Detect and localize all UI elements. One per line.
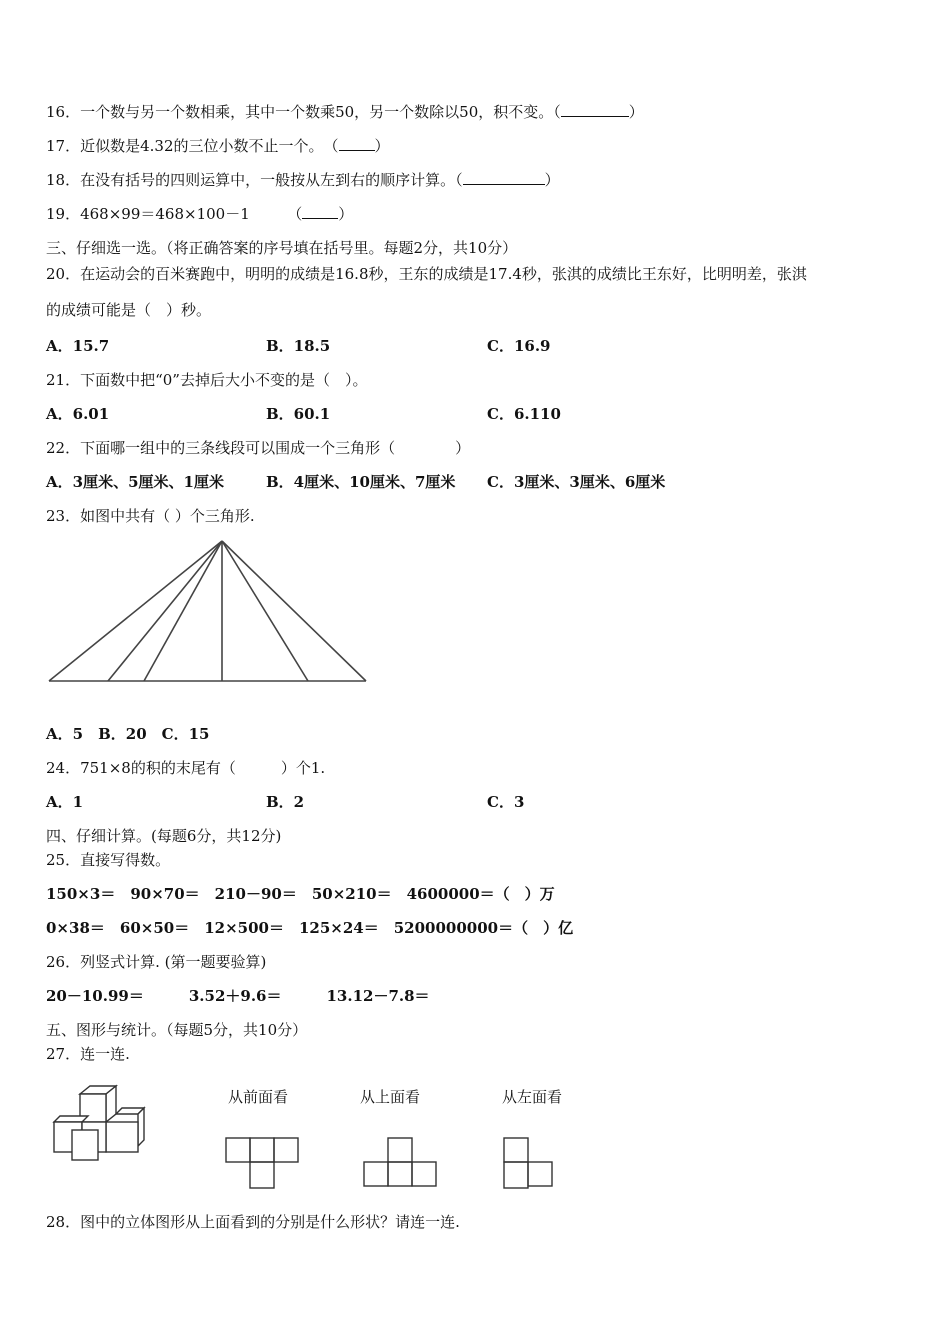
option-a[interactable]: A．6.01 [46, 405, 110, 423]
option-b[interactable]: B．4厘米、10厘米、7厘米 [266, 473, 456, 491]
question-18 [46, 170, 560, 190]
option-b[interactable]: B．60.1 [266, 405, 331, 423]
question-23: 23．如图中共有（ ）个三角形. [46, 507, 255, 525]
calc-row-1: 150×3＝ 90×70＝ 210－90＝ 50×210＝ 4600000＝（ ）万 [46, 885, 555, 903]
question-21: 21．下面数中把“0”去掉后大小不变的是（ ）。 [46, 371, 368, 389]
question-19 [46, 204, 353, 224]
question-22: 22．下面哪一组中的三条线段可以围成一个三角形（ ） [46, 439, 471, 457]
triangle-side [49, 541, 222, 681]
question-17-text: 17．近似数是4.32的三位小数不止一个。 （ [46, 137, 339, 155]
answer-blank[interactable] [561, 102, 629, 117]
option-b[interactable]: B．18.5 [266, 337, 331, 355]
triangle-side [222, 541, 366, 681]
option-a[interactable]: A．3厘米、5厘米、1厘米 [46, 473, 224, 491]
option-c[interactable]: C．3厘米、3厘米、6厘米 [487, 473, 666, 491]
top-view-shape [362, 1136, 442, 1192]
option-b[interactable]: B．2 [266, 793, 305, 811]
question-18-text: 18．在没有括号的四则运算中，一般按从左到右的顺序计算。（ [46, 171, 463, 189]
question-23-options[interactable]: A．5 B．20 C．15 [46, 725, 210, 743]
option-c[interactable]: C．16.9 [487, 337, 551, 355]
triangle-segment [144, 541, 222, 681]
close-paren: ） [338, 205, 354, 223]
close-paren: ） [628, 103, 644, 121]
question-20-line2: 的成绩可能是（ ）秒。 [46, 301, 212, 319]
question-26: 26．列竖式计算. (第一题要验算) [46, 953, 267, 971]
option-c[interactable]: C．6.110 [487, 405, 561, 423]
front-view-shape [224, 1136, 304, 1192]
left-view-shape [502, 1136, 558, 1192]
cube-solid-figure [48, 1084, 148, 1164]
question-25: 25．直接写得数。 [46, 851, 171, 869]
triangle-segment [108, 541, 222, 681]
close-paren: ） [544, 171, 560, 189]
view-label-front: 从前面看 [228, 1088, 289, 1106]
answer-blank[interactable] [302, 204, 338, 219]
question-28: 28．图中的立体图形从上面看到的分别是什么形状？请连一连. [46, 1213, 460, 1231]
question-24: 24．751×8的积的末尾有（ ）个1. [46, 759, 326, 777]
answer-blank[interactable] [339, 136, 375, 151]
question-19-text: 19．468×99＝468×100－1 （ [46, 205, 303, 223]
vertical-calc-row: 20－10.99＝ 3.52＋9.6＝ 13.12－7.8＝ [46, 987, 430, 1005]
section-4-heading: 四、仔细计算。(每题6分，共12分) [46, 827, 282, 845]
triangle-figure [46, 538, 370, 688]
option-a[interactable]: A．15.7 [46, 337, 110, 355]
question-17 [46, 136, 390, 156]
answer-blank[interactable] [463, 170, 545, 185]
section-5-heading: 五、图形与统计。（每题5分，共10分） [46, 1021, 308, 1039]
question-16-text: 16．一个数与另一个数相乘，其中一个数乘50，另一个数除以50，积不变。（ [46, 103, 561, 121]
option-c[interactable]: C．3 [487, 793, 525, 811]
calc-row-2: 0×38＝ 60×50＝ 12×500＝ 125×24＝ 5200000000＝（ ）亿 [46, 919, 574, 937]
section-3-heading: 三、仔细选一选。（将正确答案的序号填在括号里。每题2分，共10分） [46, 239, 518, 257]
question-16 [46, 102, 644, 122]
close-paren: ） [374, 137, 390, 155]
view-label-top: 从上面看 [360, 1088, 421, 1106]
question-27: 27．连一连. [46, 1045, 130, 1063]
question-20-line1: 20．在运动会的百米赛跑中，明明的成绩是16.8秒，王东的成绩是17.4秒，张淇的成绩比王东好，比明明差，张淇 [46, 265, 807, 283]
option-a[interactable]: A．1 [46, 793, 84, 811]
view-label-left: 从左面看 [502, 1088, 563, 1106]
